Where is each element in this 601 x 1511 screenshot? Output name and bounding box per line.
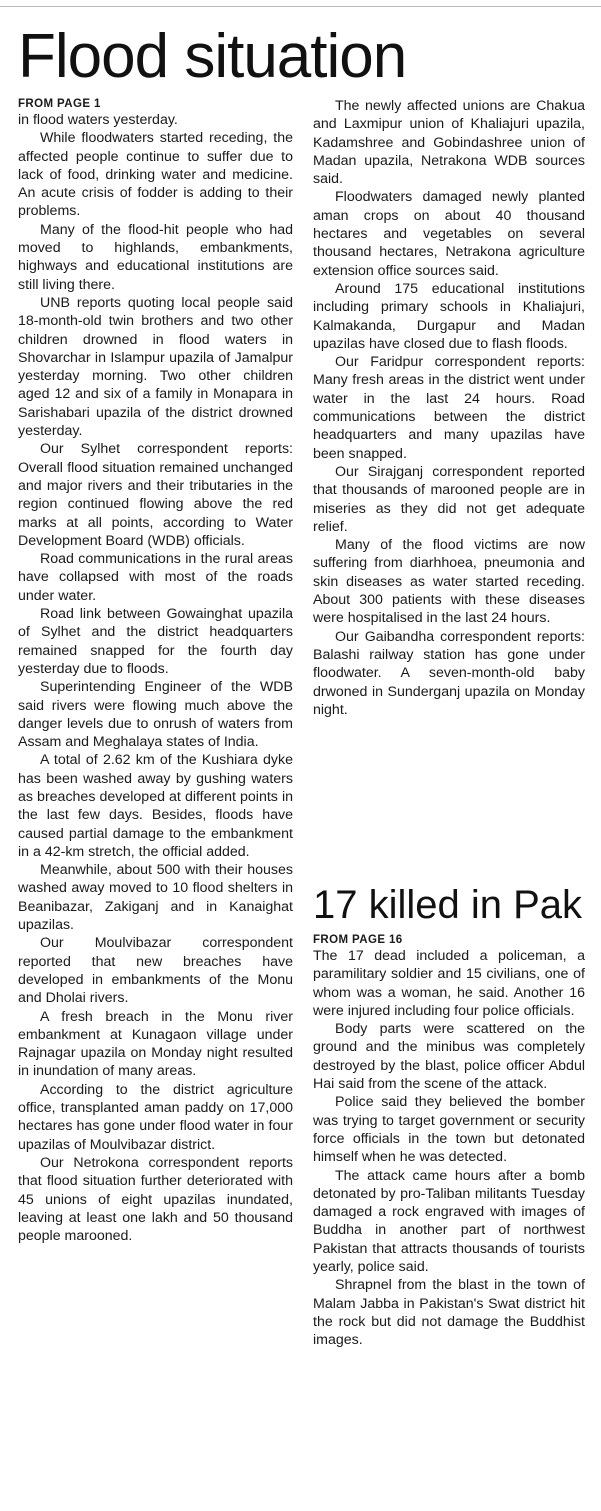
paragraph: While floodwaters started receding, the affected people continue to suffer due to lack of food, drinking water and medicine. An acute crisis of fodder is adding to their problems.: [18, 130, 293, 220]
paragraph: Our Faridpur correspondent reports: Many fresh areas in the district went under water in the last 24 hours. Road communications between the district headquarters and many upazilas have been snapped.: [313, 354, 585, 462]
main-kicker: FROM PAGE 1: [18, 98, 101, 110]
paragraph: The newly affected unions are Chakua and Laxmipur union of Khaliajuri upazila, Kadamshree and Gobindashree union of Madan upazila, Netrakona WDB sources said.: [313, 98, 585, 188]
paragraph: Our Moulvibazar correspondent reported that new breaches have developed in embankments of the Monu and Dholai rivers.: [18, 935, 293, 1007]
paragraph: Shrapnel from the blast in the town of Malam Jabba in Pakistan's Swat district hit the rock but did not damage the Buddhist images.: [313, 1277, 585, 1349]
top-cropped-strip: [0, 0, 601, 7]
paragraph: Road communications in the rural areas have collapsed with most of the roads under water.: [18, 551, 293, 604]
paragraph: UNB reports quoting local people said 18-month-old twin brothers and two other children drowned in flood waters in Shovarchar in Islampur upazila of Jamalpur yesterday morning. Two other children aged 12 and six of a family in Monapara in Sarishabari upazila of the district drowned yesterday.: [18, 294, 293, 440]
paragraph: Many of the flood victims are now suffering from diarhhoea, pneumonia and skin diseases as water started receding. About 300 patients with these diseases were hospitalised in the last 24 hours.: [313, 537, 585, 627]
paragraph: Many of the flood-hit people who had moved to highlands, embankments, highways and educational institutions are still living there.: [18, 221, 293, 293]
main-headline: Flood situation: [18, 22, 407, 91]
second-headline: 17 killed in Pak: [313, 883, 583, 927]
paragraph: Our Sirajganj correspondent reported that thousands of marooned people are in miseries as they did not get adequate relief.: [313, 463, 585, 535]
paragraph: The 17 dead included a policeman, a paramilitary soldier and 15 civilians, one of whom was a woman, he said. Another 16 were injured including four police officials.: [313, 948, 585, 1019]
paragraph: Our Sylhet correspondent reports: Overall flood situation remained unchanged and major rivers and their tributaries in the region continued flowing above the red marks at all points, according to Water Development Board (WDB) officials.: [18, 441, 293, 549]
second-story-column: [313, 933, 585, 1350]
paragraph: The attack came hours after a bomb detonated by pro-Taliban militants Tuesday damaged a rock engraved with images of Buddha in another part of northwest Pakistan that attracts thousands of tourists yearly, police said.: [313, 1167, 585, 1276]
paragraph: Meanwhile, about 500 with their houses washed away moved to 10 flood shelters in Beanibazar, Zakiganj and in Kanaighat upazilas.: [18, 862, 293, 934]
paragraph: Police said they believed the bomber was trying to target government or security force officials in the town but detonated himself when he was detected.: [313, 1094, 585, 1166]
paragraph: A fresh breach in the Monu river embankment at Kunagaon village under Rajnagar upazila on Monday night resulted in inundation of many areas.: [18, 1008, 293, 1080]
paragraph: in flood waters yesterday.: [18, 112, 178, 128]
paragraph: Floodwaters damaged newly planted aman crops on about 40 thousand hectares and vegetables on several thousand hectares, Netrakona agriculture extension office sources said.: [313, 189, 585, 279]
paragraph: Body parts were scattered on the ground and the minibus was completely destroyed by the blast, police officer Abdul Hai said from the scene of the attack.: [313, 1021, 585, 1093]
second-kicker: FROM PAGE 16: [313, 934, 403, 946]
main-story-left-column: [18, 97, 293, 1245]
paragraph: Around 175 educational institutions including primary schools in Khaliajuri, Kalmakanda, Durgapur and Madan upazilas have closed due to flash floods.: [313, 280, 585, 352]
paragraph: Superintending Engineer of the WDB said rivers were flowing much above the danger levels due to onrush of waters from Assam and Meghalaya states of India.: [18, 679, 293, 751]
paragraph: Road link between Gowainghat upazila of Sylhet and the district headquarters remained snapped for the fourth day yesterday due to floods.: [18, 606, 293, 677]
main-story-right-column: [313, 97, 585, 719]
paragraph: A total of 2.62 km of the Kushiara dyke has been washed away by gushing waters as breaches developed at different points in the last few days. Besides, floods have caused partial damage to the embankment in a 42-km stretch, the official added.: [18, 752, 293, 860]
paragraph: According to the district agriculture office, transplanted aman paddy on 17,000 hectares has gone under flood water in four upazilas of Moulvibazar district.: [18, 1081, 293, 1153]
paragraph: Our Gaibandha correspondent reports: Balashi railway station has gone under floodwater. A seven-month-old baby drwoned in Sunderganj upazila on Monday night.: [313, 628, 585, 718]
paragraph: Our Netrokona correspondent reports that flood situation further deteriorated with 45 unions of eight upazilas inundated, leaving at least one lakh and 50 thousand people marooned.: [18, 1154, 293, 1245]
